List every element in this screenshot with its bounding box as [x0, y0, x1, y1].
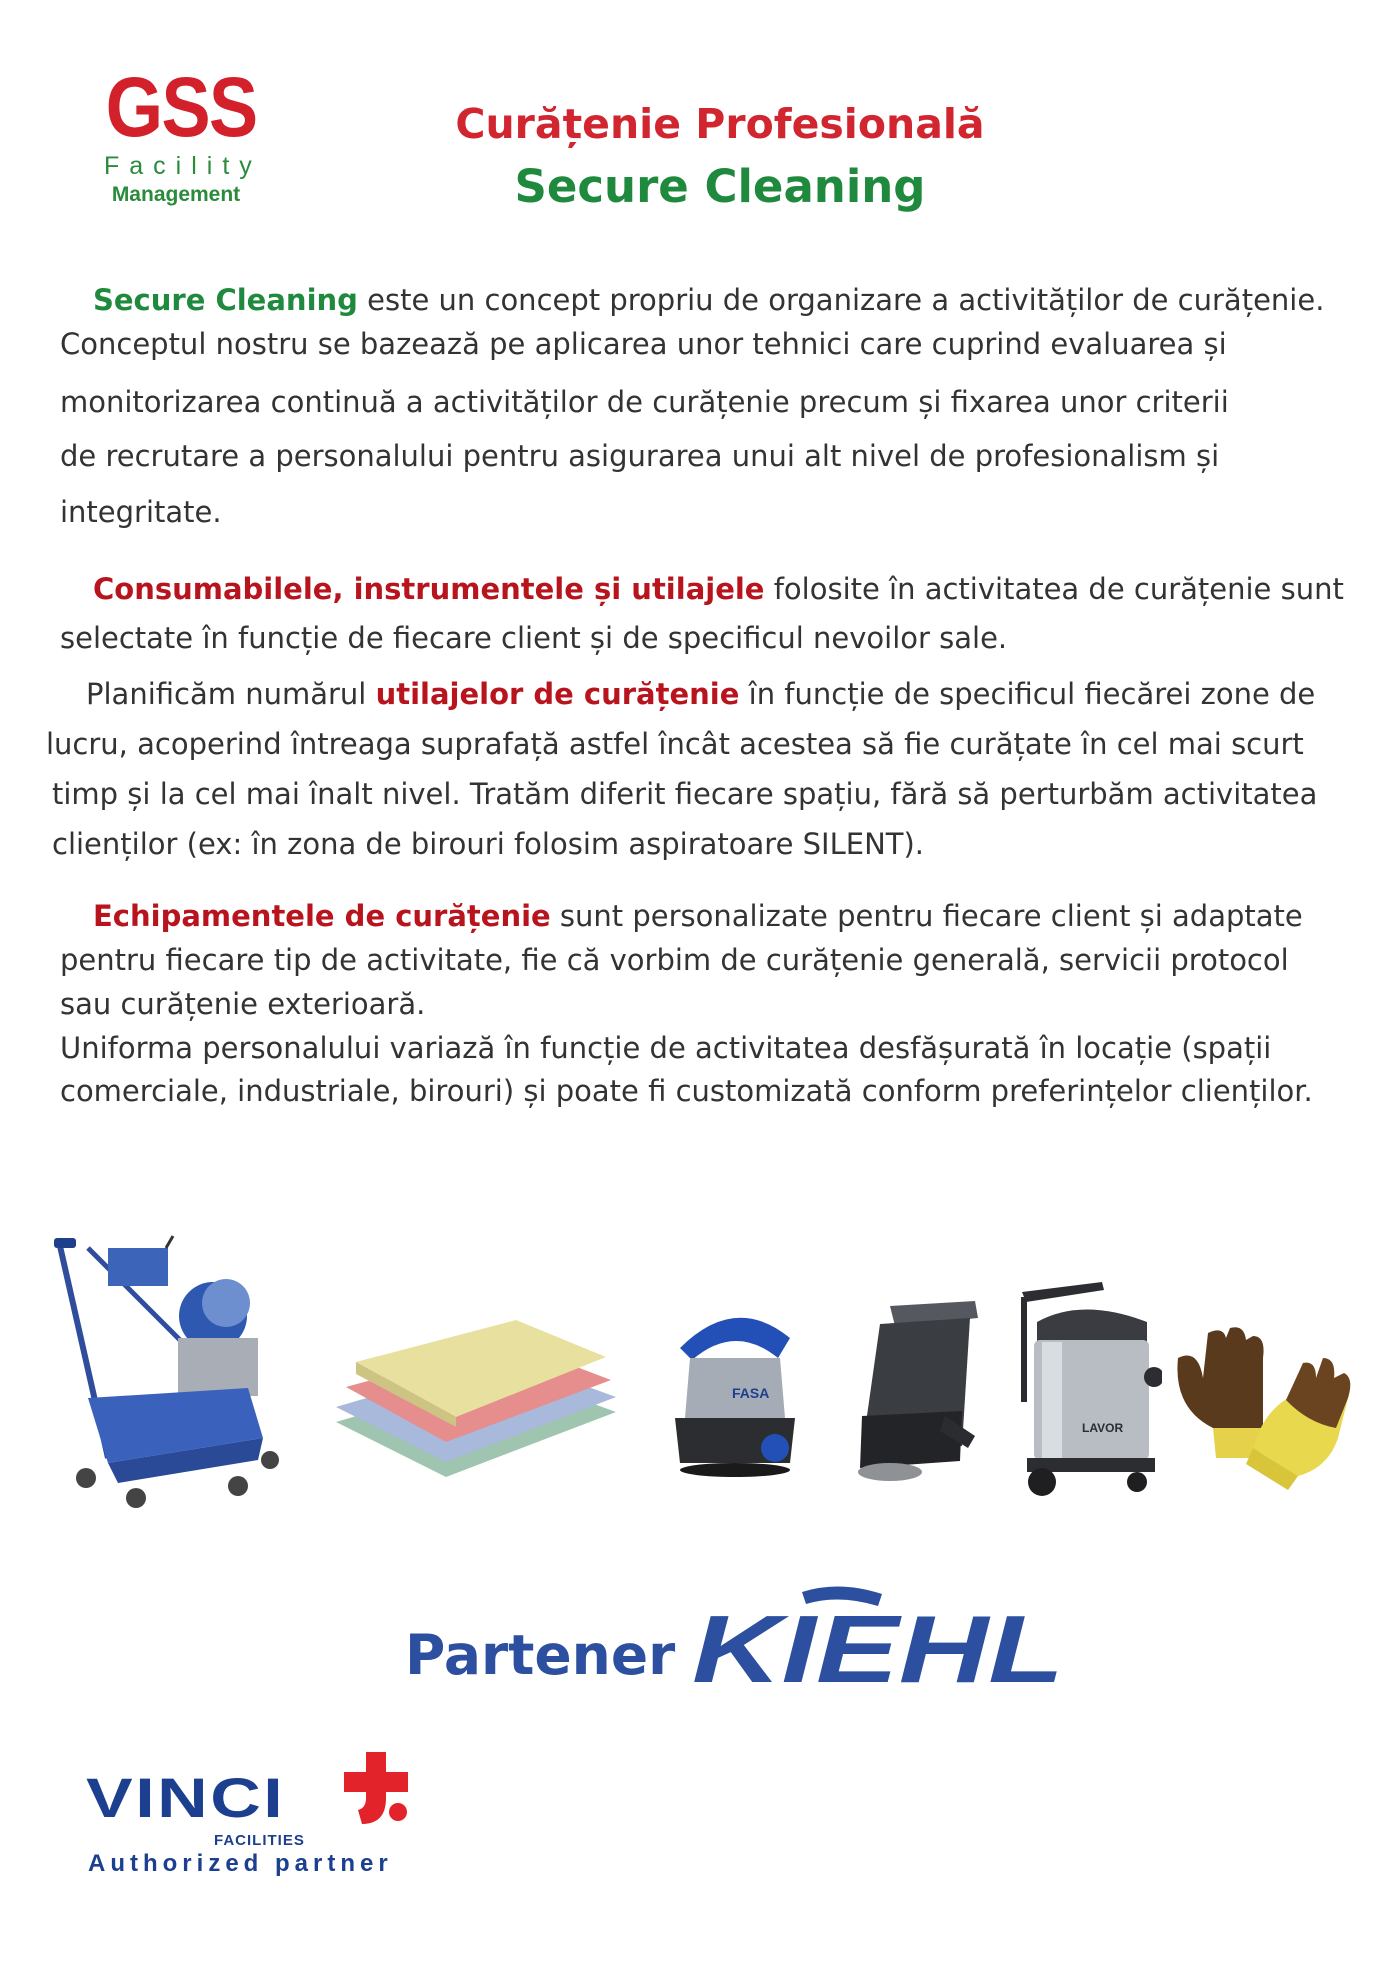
kiehl-wordmark: KIEHL — [692, 1596, 1064, 1694]
kiehl-logo — [684, 1584, 1074, 1698]
highlight-secure-cleaning: Secure Cleaning — [93, 283, 358, 317]
paragraph-line: selectate în funcție de fiecare client și de specificul nevoilor sale. — [60, 621, 1008, 655]
highlight-cleaning-equipment: Echipamentele de curățenie — [93, 899, 551, 933]
gss-facility-management-logo — [96, 60, 262, 207]
paragraph-line: Conceptul nostru se bazează pe aplicarea unor tehnici care cuprind evaluarea și — [60, 327, 1227, 361]
paragraph-line: comerciale, industriale, birouri) și poate fi customizată conform preferințelor clienților. — [60, 1074, 1313, 1108]
gss-logo-brand: GSS — [105, 60, 257, 154]
vinci-facilities-label: FACILITIES — [214, 1832, 305, 1849]
vinci-cross-icon — [344, 1752, 408, 1824]
gss-logo-facility: Facility — [104, 152, 262, 180]
vinci-facilities-logo — [86, 1752, 406, 1877]
wet-vacuum-brand-label: LAVOR — [1082, 1421, 1124, 1435]
mop-trolley-icon — [48, 1228, 298, 1518]
paragraph-line: lucru, acoperind întreaga suprafață astfel încât acestea să fie curățate în cel mai scurt — [46, 727, 1304, 761]
wet-dry-vacuum-icon — [1012, 1282, 1162, 1502]
paragraph-line: pentru fiecare tip de activitate, fie că vorbim de curățenie generală, servicii protocol — [60, 943, 1289, 977]
paragraph-text: în funcție de specificul fiecărei zone de — [739, 677, 1316, 711]
floor-scrubber-icon — [850, 1296, 980, 1486]
gss-logo-management: Management — [111, 183, 241, 206]
vacuum-brand-label: FASA — [732, 1385, 770, 1401]
page-title-block — [430, 96, 1010, 222]
vacuum-cleaner-image — [660, 1298, 810, 1478]
partner-label: Partener — [405, 1623, 676, 1687]
microfiber-cloths-image — [316, 1302, 616, 1492]
paragraph-line: monitorizarea continuă a activităților de curățenie precum și fixarea unor criterii — [60, 385, 1229, 419]
floor-scrubber-image — [850, 1296, 980, 1486]
vacuum-cleaner-icon — [660, 1298, 810, 1478]
paragraph-line: clienților (ex: în zona de birouri folosim aspiratoare SILENT). — [52, 827, 925, 861]
paragraph-line — [93, 571, 1344, 607]
paragraph-text: Planificăm numărul — [86, 677, 376, 711]
page-title-english: Secure Cleaning — [514, 160, 926, 213]
work-gloves-image — [1168, 1318, 1353, 1493]
highlight-consumables: Consumabilele, instrumentele și utilajele — [93, 572, 765, 606]
work-gloves-icon — [1168, 1318, 1353, 1493]
page-title-romanian: Curățenie Profesională — [455, 100, 985, 148]
paragraph-line: timp și la cel mai înalt nivel. Tratăm diferit fiecare spațiu, fără să perturbăm activitatea — [52, 777, 1318, 811]
vinci-wordmark: VINCI — [86, 1766, 286, 1829]
paragraph-line: de recrutare a personalului pentru asigurarea unui alt nivel de profesionalism și — [60, 439, 1220, 473]
highlight-cleaning-machines: utilajelor de curățenie — [375, 677, 740, 711]
paragraph-line — [93, 898, 1303, 934]
paragraph-line: sau curățenie exterioară. — [60, 987, 426, 1021]
mop-trolley-image — [48, 1228, 298, 1518]
paragraph-line — [86, 676, 1315, 712]
vinci-authorized-partner-label: Authorized partner — [88, 1850, 393, 1877]
paragraph-text: folosite în activitatea de curățenie sunt — [764, 572, 1344, 606]
paragraph-line: integritate. — [60, 495, 222, 529]
kiehl-logo-icon — [684, 1584, 1074, 1694]
wet-dry-vacuum-image — [1012, 1282, 1162, 1502]
paragraph-text: sunt personalizate pentru fiecare client și adaptate — [550, 899, 1303, 933]
paragraph-line — [93, 282, 1324, 318]
paragraph-text: este un concept propriu de organizare a activităților de curățenie. — [357, 283, 1325, 317]
paragraph-line: Uniforma personalului variază în funcție de activitatea desfășurată în locație (spații — [60, 1031, 1272, 1065]
microfiber-cloths-icon — [316, 1302, 616, 1492]
